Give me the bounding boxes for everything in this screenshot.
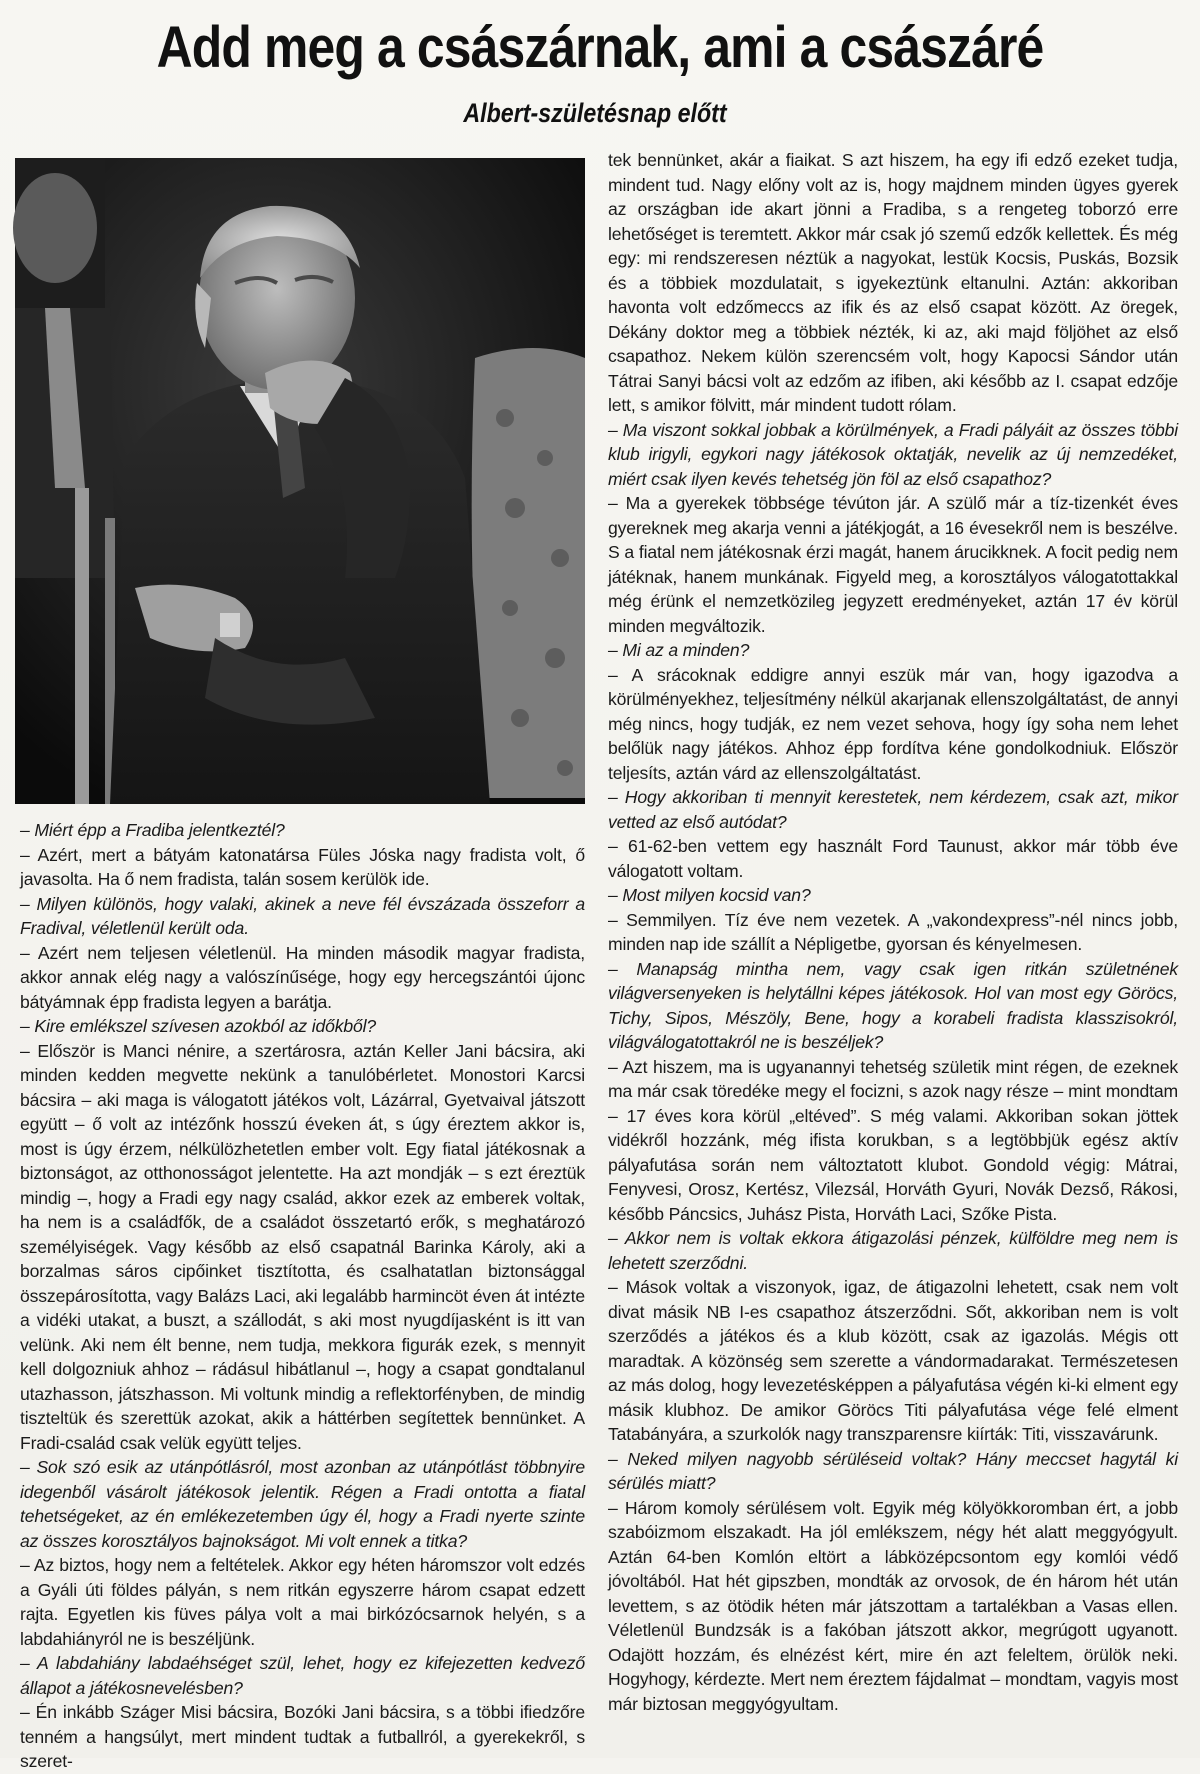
right-answer-paragraph: – Mások voltak a viszonyok, igaz, de átigazolni lehetett, csak nem volt divat másik NB I-es csapathoz átszerződni. Sőt, akkoriban nem is volt szerződés a játékos és a klub között, csak az igazolás. Mégis ott maradtak. A közönség sem szerette a vándormadarakat. Természetesen az más dolog, hogy levezetésképpen a pályafutása végén ki-ki elment egy másik klubhoz. De amikor Göröcs Titi pályafutása vége felé elment Tatabányára, a szurkolók nagy transzparensre kiírták: Titi, visszavárunk. xyxy=(608,1277,1178,1444)
right-question-paragraph: – Hogy akkoriban ti mennyit kerestetek, nem kérdezem, csak azt, mikor vetted az első autódat? xyxy=(608,787,1178,832)
left-question-paragraph: – Kire emlékszel szívesen azokból az időkből? xyxy=(20,1016,377,1036)
right-question-paragraph: – Manapság mintha nem, vagy csak igen ritkán születnének világversenyeken is helytállni képes játékosok. Hol van most egy Göröcs, Tichy, Sipos, Mészöly, Bene, hogy a korabeli fradista klasszisokról, világválogatottakról ne is beszéljek? xyxy=(608,958,1178,1052)
left-question-paragraph: – Milyen különös, hogy valaki, akinek a neve fél évszázada összeforr a Fradival, véletlenül került oda. xyxy=(20,893,585,938)
right-answer-paragraph: tek bennünket, akár a fiaikat. S azt hiszem, ha egy ifi edző ezeket tudja, mindent tud. Nagy előny volt az is, hogy majdnem minden ügyes gyerek az országban ide akart jönni a Fradiba, s a rengeteg toborzó erre lehetőséget is teremtett. Akkor már csak jó szemű edzők kellettek. És még egy: mi rendszeresen néztük a nagyokat, lestük Kocsis, Puskás, Bozsik és a többiek mozdulatait, s igyekeztünk eltanulni. Aztán: akkoriban havonta volt edzőmeccs az ifik és az első csapat között. Az öregek, Dékány doktor meg a többiek nézték, ki az, aki majd följöhet az első csapathoz. Nekem külön szerencsém volt, hogy Kapocsi Sándor után Tátrai Sanyi bácsi volt az edzőm az ifiben, aki később az I. csapat edzője lett, s amikor fölvitt, már mindent tudott rólam. xyxy=(608,150,1178,415)
text-column-right xyxy=(608,148,1178,1716)
left-question-paragraph: – Sok szó esik az utánpótlásról, most azonban az utánpótlást többnyire idegenből vásárolt játékosok jelentik. Régen a Fradi ontotta a fiatal tehetségeket, az én emlékezetemben úgy él, hogy a Fradi nyerte szinte az összes korosztályos bajnokságot. Mi volt ennek a titka? xyxy=(20,1457,585,1551)
text-column-left xyxy=(20,818,585,1774)
left-answer-paragraph: – Én inkább Száger Misi bácsira, Bozóki Jani bácsira, s a többi ifiedzőre tenném a hangsúlyt, mert mindent tudtak a futballról, a gyerekekről, s szeret- xyxy=(20,1702,585,1771)
right-answer-paragraph: – Semmilyen. Tíz éve nem vezetek. A „vakondexpress”-nél nincs jobb, minden nap ide szállít a Népligetbe, gyorsan és kényelmesen. xyxy=(608,909,1178,954)
left-answer-paragraph: – Azért nem teljesen véletlenül. Ha minden második magyar fradista, akkor annak elég nagy a valószínűsége, hogy egy hercegszántói újonc bátyámnak épp fradista legyen a barátja. xyxy=(20,942,585,1012)
right-answer-paragraph: – Három komoly sérülésem volt. Egyik még kölyökkoromban ért, a jobb szabóizmom elszakadt. Ha jól emlékszem, négy hét alatt meggyógyult. Aztán 64-ben Komlón eltört a lábközépcsontom egy komlói védő jóvoltából. Hat hét gipszben, mondták az orvosok, de én három hét után levettem, s az ötödik héten már játszottam a tartalékban a Vasas ellen. Véletlenül Bundzsák is a fakóban játszott akkor, megrúgott ugyanott. Odajött hozzám, és elnézést kért, mire én azt feleltem, örülök neki. Hogyhogy, kérdezte. Mert nem éreztem fájdalmat – mondtam, vagyis most már biztosan meggyógyultam. xyxy=(608,1497,1178,1714)
right-answer-paragraph: – Ma a gyerekek többsége tévúton jár. A szülő már a tíz-tizenkét éves gyereknek meg akarja venni a játékjogát, a 16 évesekről nem is beszélve. S a fiatal nem játékosnak érzi magát, hanem árucikknek. A focit pedig nem játéknak, hanem munkának. Figyeld meg, a korosztályos válogatottakkal még érünk el nemzetközileg jegyzett eredményeket, aztán 17 év körül minden megváltozik. xyxy=(608,493,1178,636)
left-answer-paragraph: – Azért, mert a bátyám katonatársa Füles Jóska nagy fradista volt, ő javasolta. Ha ő nem fradista, talán sosem kerülök ide. xyxy=(20,844,585,889)
right-answer-paragraph: – 61-62-ben vettem egy használt Ford Taunust, akkor már több éve válogatott voltam. xyxy=(608,836,1178,881)
right-question-paragraph: – Mi az a minden? xyxy=(608,640,750,660)
left-answer-paragraph: – Az biztos, hogy nem a feltételek. Akkor egy héten háromszor volt edzés a Gyáli úti földes pályán, s nem ritkán egyszerre három csapat edzett rajta. Egyetlen kis füves pálya volt a mai birkózócsarnok helyén, s a labdahiányról ne is beszéljünk. xyxy=(20,1555,585,1649)
portrait-photo-icon xyxy=(15,158,585,804)
left-answer-paragraph: – Először is Manci nénire, a szertárosra, aztán Keller Jani bácsira, aki minden kedden megvette nekünk a tanulóbérletet. Monostori Karcsi bácsira – aki maga is válogatott játékos volt, Lázárral, Gyetvaival játszott együtt – ő volt az intézőnk hosszú éveken át, s úgy éreztem akkor is, most is úgy érzem, nélkülözhetetlen ember volt. Egy fiatal játékosnak a biztonságot, az otthonosságot jelentette. Ha azt mondják – s ezt éreztük mindig –, hogy a Fradi egy nagy család, akkor ezek az emberek voltak, ha nem is a családfők, de a családot összetartó erők, s meghatározó személyiségek. Vagy később az első csapatnál Barinka Károly, aki a borzalmas sáros cipőinket tisztította, és csalhatatlan biztonsággal összepárosította, vagy Balázs Laci, aki legalább harmincöt éven át intézte a vidéki utakat, a buszt, a szállodát, s aki most nyugdíjasként is itt van velünk. Aki nem élt benne, nem tudja, mekkora figurák ezek, s mennyit kell dolgozniuk ahhoz – rádásul hibátlanul –, hogy a csapat gondtalanul utazhasson, játszhasson. Mi voltunk mindig a reflektorfényben, de mindig tiszteltük és szerettük azokat, akik a háttérben segítettek bennünket. A Fradi-család csak velük együtt teljes. xyxy=(20,1040,585,1453)
right-answer-paragraph: – A srácoknak eddigre annyi eszük már van, hogy igazodva a körülményekhez, teljesítmény nélkül akarjanak ellenszolgáltatást, de annyi még nincs, hogy tudják, ez nem vezet sehova, hogy így soha nem lehet belőlük nagy játékos. Ahhoz épp fordítva kéne gondolkodniuk. Először teljesíts, aztán várd az ellenszolgáltatást. xyxy=(608,664,1178,783)
article-subtitle: Albert-születésnap előtt xyxy=(463,98,727,128)
right-question-paragraph: – Akkor nem is voltak ekkora átigazolási pénzek, külföldre meg nem is lehetett szerződni. xyxy=(608,1228,1178,1273)
right-answer-paragraph: – Azt hiszem, ma is ugyanannyi tehetség születik mint régen, de ezeknek ma már csak töredéke megy el focizni, s azok nagy része – mint mondtam – 17 éves kora körül „eltéved”. S még valami. Akkoriban sokan jöttek vidékről hozzánk, még ifista korukban, s a legtöbbjük egész aktív pályafutása során nem változtatott klubot. Gondold végig: Mátrai, Fenyvesi, Orosz, Kertész, Vilezsál, Horváth Gyuri, Novák Dezső, Rákosi, később Páncsics, Juhász Pista, Horváth Laci, Szőke Pista. xyxy=(608,1056,1178,1224)
left-question-paragraph: – Miért épp a Fradiba jelentkeztél? xyxy=(20,820,285,840)
right-question-paragraph: – Neked milyen nagyobb sérüléseid voltak? Hány meccset hagytál ki sérülés miatt? xyxy=(608,1448,1178,1493)
portrait-photo xyxy=(15,158,585,804)
article-title: Add meg a császárnak, ami a császáré xyxy=(156,15,1044,80)
right-question-paragraph: – Ma viszont sokkal jobbak a körülmények, a Fradi pályáit az összes többi klub irigyli, egykori nagy játékosok oktatják, nevelik az új nemzedéket, miért csak ilyen kevés tehetség jön föl az első csapathoz? xyxy=(608,419,1178,489)
left-question-paragraph: – A labdahiány labdaéhséget szül, lehet, hogy ez kifejezetten kedvező állapot a játékosnevelésben? xyxy=(20,1653,585,1698)
right-question-paragraph: – Most milyen kocsid van? xyxy=(608,885,811,905)
